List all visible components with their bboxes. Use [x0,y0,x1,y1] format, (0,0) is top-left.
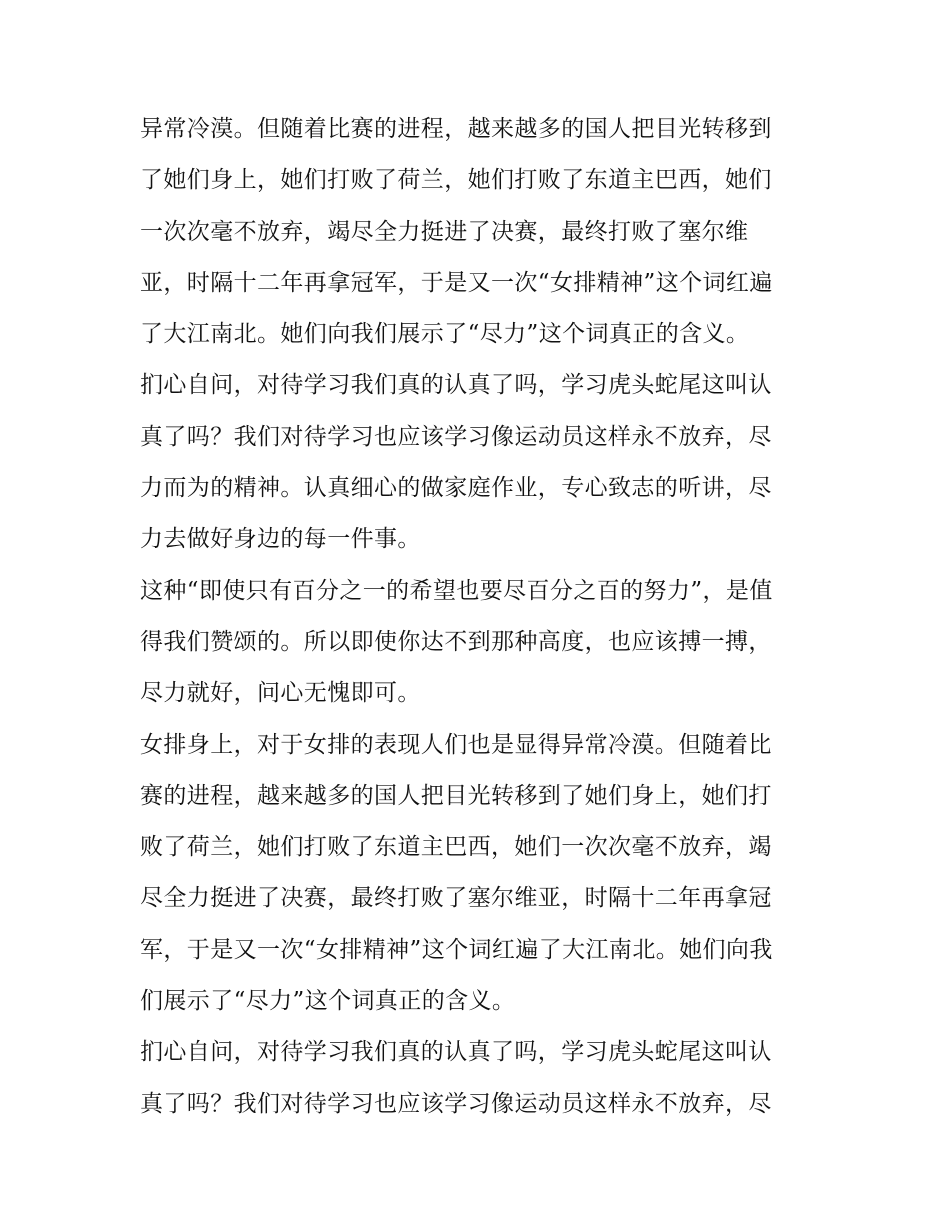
text-line: 了大江南北。她们向我们展示了“尽力”这个词真正的含义。 [140,321,750,348]
text-line: 了她们身上，她们打败了荷兰，她们打败了东道主巴西，她们 [140,167,772,194]
body-text [140,104,810,1130]
text-line: 败了荷兰，她们打败了东道主巴西，她们一次次毫不放弃，竭 [140,834,772,861]
text-line: 军，于是又一次“女排精神”这个词红遍了大江南北。她们向我 [140,936,773,963]
text-line: 扪心自问，对待学习我们真的认真了吗，学习虎头蛇尾这叫认 [140,372,772,399]
text-line: 女排身上，对于女排的表现人们也是显得异常冷漠。但随着比 [140,731,772,758]
text-line: 赛的进程，越来越多的国人把目光转移到了她们身上，她们打 [140,782,772,809]
text-line: 一次次毫不放弃，竭尽全力挺进了决赛，最终打败了塞尔维 [140,218,749,245]
text-line: 真了吗？我们对待学习也应该学习像运动员这样永不放弃，尽 [140,1090,772,1117]
text-line: 真了吗？我们对待学习也应该学习像运动员这样永不放弃，尽 [140,423,772,450]
text-line: 尽力就好，问心无愧即可。 [140,680,421,707]
text-line: 扪心自问，对待学习我们真的认真了吗，学习虎头蛇尾这叫认 [140,1039,772,1066]
text-line: 得我们赞颂的。所以即使你达不到那种高度，也应该搏一搏， [140,628,772,655]
text-line: 力而为的精神。认真细心的做家庭作业，专心致志的听讲，尽 [140,475,772,502]
text-line: 们展示了“尽力”这个词真正的含义。 [140,988,516,1015]
text-line: 这种“即使只有百分之一的希望也要尽百分之百的努力”，是值 [140,577,773,604]
text-line: 力去做好身边的每一件事。 [140,526,421,553]
text-line: 亚，时隔十二年再拿冠军，于是又一次“女排精神”这个词红遍 [140,269,773,296]
text-line: 异常冷漠。但随着比赛的进程，越来越多的国人把目光转移到 [140,116,772,142]
text-line: 尽全力挺进了决赛，最终打败了塞尔维亚，时隔十二年再拿冠 [140,885,772,912]
